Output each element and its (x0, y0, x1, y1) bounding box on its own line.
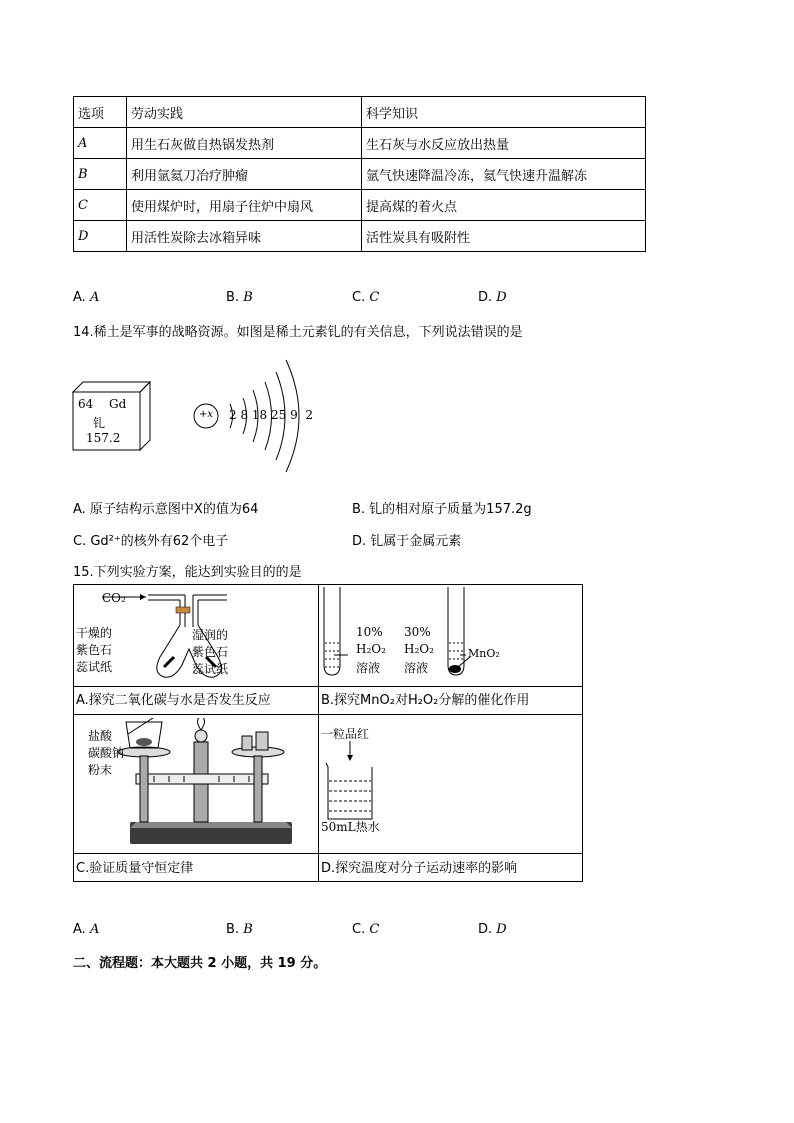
q14-option-d[interactable]: D. 钆属于金属元素 (352, 534, 462, 549)
option-letter: A (89, 922, 100, 937)
table-cell: 生石灰与水反应放出热量 (362, 128, 646, 159)
header-cell: 科学知识 (362, 97, 646, 128)
option-prefix: B. (226, 922, 244, 937)
element-name: 钆 (93, 416, 106, 430)
q13-table (73, 96, 646, 252)
label-line: 湿润的 (192, 628, 229, 642)
element-symbol: Gd (109, 397, 127, 411)
panel-b-caption: B.探究MnO₂对H₂O₂分解的催化作用 (321, 693, 530, 708)
header-cell: 选项 (74, 97, 127, 128)
option-prefix: C. (352, 922, 370, 937)
option-letter: B (243, 290, 253, 305)
mno2-label: MnO₂ (468, 647, 500, 660)
label-line: 干燥的 (76, 626, 113, 640)
label-line: 蕊试纸 (192, 662, 229, 676)
h2o2-label: H₂O₂ (404, 642, 434, 656)
option-prefix: C. (352, 290, 370, 305)
solution-label: 溶液 (356, 661, 381, 675)
q15-option-c[interactable] (352, 922, 379, 937)
option-letter: D (496, 290, 507, 305)
solution-label: 溶液 (404, 661, 429, 675)
table-row (74, 221, 646, 252)
table-header-row (74, 97, 646, 128)
grid-divider (318, 585, 319, 881)
q14-option-b[interactable]: B. 钆的相对原子质量为157.2g (352, 502, 532, 517)
table-cell: 氩气快速降温冷冻，氦气快速升温解冻 (362, 159, 646, 190)
q15-option-a[interactable] (73, 922, 99, 937)
option-prefix: B. (226, 290, 244, 305)
header-cell: 劳动实践 (127, 97, 362, 128)
section-heading: 二、流程题：本大题共 2 小题，共 19 分。 (73, 956, 327, 971)
label-line: 盐酸 (88, 729, 113, 743)
co2-label: CO₂ (102, 591, 126, 605)
table-cell: 用活性炭除去冰箱异味 (127, 221, 362, 252)
label-line: 紫色石 (76, 643, 113, 657)
table-cell: 使用煤炉时，用扇子往炉中扇风 (127, 190, 362, 221)
dry-paper-label (76, 625, 112, 676)
co2-apparatus-figure (102, 587, 262, 685)
table-cell: A (74, 128, 127, 159)
q14-option-a[interactable]: A. 原子结构示意图中X的值为64 (73, 502, 259, 517)
option-letter: D (496, 922, 507, 937)
beaker-figure (320, 741, 380, 825)
table-cell: 提高煤的着火点 (362, 190, 646, 221)
table-cell: D (74, 221, 127, 252)
balance-labels (88, 728, 124, 779)
table-cell: B (74, 159, 127, 190)
wet-paper-label (192, 627, 228, 678)
label-line: 粉末 (88, 763, 113, 777)
q15-option-b[interactable] (226, 922, 253, 937)
option-prefix: D. (478, 922, 497, 937)
q13-option-c[interactable] (352, 290, 379, 305)
q15-option-d[interactable] (478, 922, 507, 937)
grid-divider (74, 686, 582, 687)
table-cell: 利用氩氦刀冶疗肿瘤 (127, 159, 362, 190)
hot-water-label: 50mL热水 (321, 820, 380, 834)
label-line: 蕊试纸 (76, 660, 113, 674)
electron-shells: 2 8 18 25 9 2 (229, 408, 313, 422)
element-mass: 157.2 (86, 431, 121, 445)
option-letter: A (89, 290, 100, 305)
option-prefix: A. (73, 922, 90, 937)
table-cell: C (74, 190, 127, 221)
q14-option-c[interactable]: C. Gd²⁺的核外有62个电子 (73, 534, 229, 549)
element-number: 64 (78, 397, 94, 411)
option-letter: C (369, 922, 380, 937)
grid-divider (74, 853, 582, 854)
option-letter: B (243, 922, 253, 937)
conc-10-label: 10% (356, 625, 383, 639)
panel-d-caption: D.探究温度对分子运动速率的影响 (321, 861, 518, 876)
table-cell: 用生石灰做自热锅发热剂 (127, 128, 362, 159)
table-row (74, 190, 646, 221)
balance-figure (114, 718, 304, 850)
option-prefix: D. (478, 290, 497, 305)
panel-a-caption: A.探究二氧化碳与水是否发生反应 (76, 693, 271, 708)
dye-label: 一粒品红 (321, 727, 370, 741)
option-letter: C (369, 290, 380, 305)
table-cell: 活性炭具有吸附性 (362, 221, 646, 252)
label-line: 碳酸钠 (88, 746, 125, 760)
panel-c-caption: C.验证质量守恒定律 (76, 861, 194, 876)
q14-question: 14.稀土是军事的战略资源。如图是稀土元素钆的有关信息，下列说法错误的是 (73, 325, 523, 340)
nucleus-charge: +x (199, 409, 214, 420)
option-prefix: A. (73, 290, 90, 305)
q13-option-b[interactable] (226, 290, 253, 305)
q15-figure-grid (73, 584, 583, 882)
h2o2-label: H₂O₂ (356, 642, 386, 656)
conc-30-label: 30% (404, 625, 431, 639)
q13-option-a[interactable] (73, 290, 99, 305)
q13-option-d[interactable] (478, 290, 507, 305)
label-line: 紫色石 (192, 645, 229, 659)
grid-divider (74, 714, 582, 715)
table-row (74, 128, 646, 159)
table-row (74, 159, 646, 190)
q15-question: 15.下列实验方案，能达到实验目的的是 (73, 565, 302, 580)
